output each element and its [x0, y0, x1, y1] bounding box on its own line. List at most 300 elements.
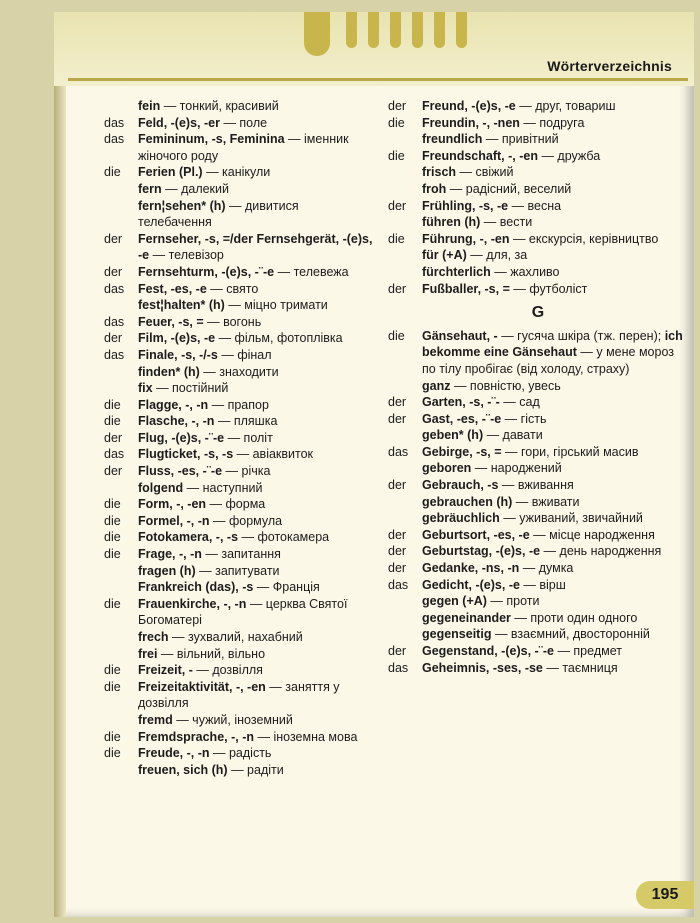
- entry-article: das: [104, 447, 125, 462]
- entry-translation: — вживання: [498, 478, 574, 493]
- entry-translation: — фінал: [217, 347, 272, 362]
- dictionary-entry: [388, 510, 688, 527]
- entry-article: das: [104, 347, 125, 362]
- entry-translation: — друг, товариш: [515, 99, 616, 113]
- entry-text: [138, 712, 374, 729]
- entry-headword: fern¦sehen* (h): [138, 198, 226, 213]
- entry-text: [422, 610, 688, 627]
- left-column: [104, 98, 374, 778]
- entry-translation: — уживаний, звичайний: [499, 511, 643, 526]
- dictionary-entry: [388, 394, 688, 411]
- dictionary-entry: [104, 198, 374, 231]
- entry-article: der: [104, 331, 123, 346]
- entry-translation: — річка: [222, 464, 271, 479]
- entry-translation: — Франція: [253, 580, 320, 595]
- entry-translation: — привітний: [482, 132, 559, 147]
- dictionary-entry: [104, 563, 374, 580]
- entry-translation: — вільний, вільно: [157, 646, 266, 661]
- entry-headword: Femininum, -s, Feminina: [138, 132, 285, 147]
- entry-translation: — думка: [519, 561, 574, 576]
- entry-text: [422, 394, 688, 411]
- entry-translation: — іменник жіночого роду: [138, 132, 349, 163]
- entry-headword: Fest, -es, -e: [138, 281, 207, 296]
- entry-headword: Flugticket, -s, -s: [138, 447, 234, 462]
- dictionary-entry: [388, 543, 688, 560]
- dictionary-entry: [104, 596, 374, 629]
- dictionary-entry: [104, 297, 374, 314]
- dictionary-entry: [388, 660, 688, 677]
- entry-article: die: [104, 746, 121, 761]
- entry-article: der: [104, 264, 123, 279]
- dictionary-entry: [104, 98, 374, 115]
- entry-headword: Ferien (Pl.): [138, 165, 203, 180]
- entry-translation: — гусяча шкіра (тж. перен);: [497, 328, 665, 343]
- entry-article: das: [104, 115, 125, 130]
- dictionary-entry: [388, 247, 688, 264]
- entry-translation: — гори, гірський масив: [501, 444, 639, 459]
- entry-translation: — вживати: [512, 494, 580, 509]
- entry-text: [138, 297, 374, 314]
- entry-translation: — народжений: [471, 461, 562, 476]
- dictionary-entry: [388, 610, 688, 627]
- entry-article: das: [104, 314, 125, 329]
- entry-translation: — радість: [209, 746, 272, 761]
- header-bar: [54, 12, 694, 86]
- entry-headword: Flasche, -, -n: [138, 414, 215, 429]
- entry-translation: — вести: [480, 215, 533, 230]
- entry-article: die: [104, 547, 121, 562]
- dictionary-entry: [388, 643, 688, 660]
- entry-text: [138, 546, 374, 563]
- entry-text: [138, 181, 374, 198]
- entry-headword: Finale, -s, -/-s: [138, 347, 218, 362]
- entry-text: [138, 131, 374, 164]
- entry-text: [422, 660, 688, 677]
- entry-headword: Geheimnis, -ses, -se: [422, 660, 543, 675]
- entry-text: [422, 328, 688, 378]
- entry-translation: — екскурсія, керівництво: [509, 231, 659, 246]
- entry-text: [422, 378, 688, 395]
- dictionary-entry: [388, 494, 688, 511]
- entry-article: der: [104, 430, 123, 445]
- entry-translation: — дружба: [537, 148, 601, 163]
- entry-translation: — жахливо: [490, 264, 560, 279]
- entry-headword: Freundin, -, -nen: [422, 115, 520, 130]
- dictionary-entry: [104, 115, 374, 132]
- entry-translation: — форма: [206, 497, 266, 512]
- entry-headword: froh: [422, 181, 447, 196]
- dictionary-entry: [388, 378, 688, 395]
- dictionary-entry: [388, 560, 688, 577]
- entry-translation: — церква Святої Богоматері: [138, 596, 348, 628]
- dictionary-entry: [104, 231, 374, 264]
- entry-headword: freuen, sich (h): [138, 762, 228, 777]
- dictionary-entry: [104, 712, 374, 729]
- entry-headword: frei: [138, 646, 158, 661]
- entry-translation: — прапор: [208, 397, 269, 412]
- entry-headword: Feld, -(e)s, -er: [138, 115, 220, 130]
- dictionary-entry: [104, 496, 374, 513]
- entry-translation: — постійний: [152, 381, 229, 396]
- dictionary-entry: [104, 463, 374, 480]
- entry-headword: Flagge, -, -n: [138, 397, 209, 412]
- entry-translation: — проти один одного: [510, 610, 638, 625]
- entry-translation: — поле: [219, 115, 268, 130]
- dictionary-entry: [104, 264, 374, 281]
- dictionary-entry: [104, 397, 374, 414]
- dictionary-entry: [388, 214, 688, 231]
- entry-text: [138, 314, 374, 331]
- entry-article: die: [104, 663, 121, 678]
- page-spine: [54, 12, 66, 917]
- entry-article: der: [388, 527, 407, 542]
- entry-headword: Film, -(e)s, -e: [138, 331, 216, 346]
- entry-translation: — міцно тримати: [224, 298, 328, 313]
- entry-headword: gebräuchlich: [422, 511, 500, 526]
- entry-headword: Fotokamera, -, -s: [138, 530, 239, 545]
- entry-translation: — давати: [483, 428, 543, 443]
- dictionary-entry: [104, 729, 374, 746]
- entry-headword: freundlich: [422, 132, 483, 147]
- entry-translation: — день народження: [540, 544, 662, 559]
- entry-headword: Gebrauch, -s: [422, 478, 499, 493]
- entry-text: [422, 427, 688, 444]
- dictionary-entry: [104, 679, 374, 712]
- entry-text: [138, 579, 374, 596]
- section-letter: G: [531, 304, 545, 322]
- entry-article: die: [104, 513, 121, 528]
- entry-headword: Gebirge, -s, =: [422, 444, 502, 459]
- dictionary-entry: [104, 546, 374, 563]
- page-title: Wörterverzeichnis: [547, 58, 672, 74]
- entry-headword: fern: [138, 181, 162, 196]
- entry-text: [138, 529, 374, 546]
- entry-headword: Freundschaft, -, -en: [422, 148, 538, 163]
- entry-text: [138, 198, 374, 231]
- dictionary-entry: [104, 662, 374, 679]
- entry-translation: — весна: [508, 198, 562, 213]
- dictionary-entry: [104, 529, 374, 546]
- entry-article: das: [388, 577, 409, 592]
- entry-translation: — наступний: [183, 480, 263, 495]
- entry-text: [422, 494, 688, 511]
- entry-article: die: [388, 231, 405, 246]
- entry-headword: für (+A): [422, 248, 467, 263]
- dictionary-entry: [104, 347, 374, 364]
- entry-text: [422, 444, 688, 461]
- dictionary-entry: [388, 264, 688, 281]
- entry-text: [422, 164, 688, 181]
- entry-translation: — сад: [499, 395, 540, 410]
- entry-article: der: [104, 231, 123, 246]
- entry-text: [422, 148, 688, 165]
- entry-text: [138, 729, 374, 746]
- entry-translation: — радісний, веселий: [446, 181, 572, 196]
- decorative-tab: [304, 12, 330, 56]
- entry-text: [138, 413, 374, 430]
- dictionary-entry: [104, 446, 374, 463]
- entry-text: [422, 593, 688, 610]
- entry-translation: — таємниця: [542, 660, 618, 675]
- right-column-f-entries: [388, 98, 688, 297]
- entry-translation: — дивитися телебачення: [138, 198, 299, 230]
- entry-text: [422, 626, 688, 643]
- dictionary-entry: [104, 131, 374, 164]
- entry-translation: — пляшка: [214, 414, 278, 429]
- right-column-g-entries: [388, 328, 688, 676]
- entry-article: das: [388, 660, 409, 675]
- entry-article: das: [388, 444, 409, 459]
- entry-headword: gebrauchen (h): [422, 494, 513, 509]
- entry-article: der: [388, 478, 407, 493]
- entry-translation: — свято: [206, 281, 259, 296]
- dictionary-entry: [388, 593, 688, 610]
- entry-text: [138, 513, 374, 530]
- entry-headword: Flug, -(e)s, -¨-e: [138, 430, 225, 445]
- entry-text: [138, 380, 374, 397]
- entry-article: der: [388, 644, 407, 658]
- decorative-tab: [456, 12, 467, 48]
- entry-article: die: [104, 414, 121, 429]
- entry-text: [138, 463, 374, 480]
- entry-article: der: [388, 395, 407, 410]
- dictionary-entry: [388, 626, 688, 643]
- entry-text: [422, 643, 688, 660]
- dictionary-entry: [388, 198, 688, 215]
- decorative-tab: [390, 12, 401, 48]
- entry-text: [422, 214, 688, 231]
- entry-headword: Freizeitaktivität, -, -en: [138, 679, 266, 694]
- decorative-tab: [368, 12, 379, 48]
- entry-translation: — фотокамера: [238, 530, 330, 545]
- dictionary-entry: [104, 513, 374, 530]
- entry-headword: Gedicht, -(e)s, -e: [422, 577, 520, 592]
- decorative-tab: [434, 12, 445, 48]
- entry-text: [138, 596, 374, 629]
- entry-translation: — свіжий: [456, 165, 514, 180]
- dictionary-entry: [104, 364, 374, 381]
- entry-text: [138, 679, 374, 712]
- entry-headword: Gedanke, -ns, -n: [422, 561, 520, 576]
- entry-text: [138, 496, 374, 513]
- entry-text: [138, 330, 374, 347]
- entry-text: [422, 98, 688, 115]
- entry-translation: — запитувати: [195, 563, 280, 578]
- entry-text: [422, 543, 688, 560]
- entry-headword: fürchterlich: [422, 264, 491, 279]
- entry-headword: Fluss, -es, -¨-e: [138, 464, 223, 479]
- entry-text: [138, 762, 374, 779]
- entry-text: [138, 629, 374, 646]
- entry-headword: Freizeit, -: [138, 663, 193, 678]
- entry-text: [138, 745, 374, 762]
- decorative-tab: [346, 12, 357, 48]
- dictionary-entry: [104, 413, 374, 430]
- entry-translation: — дозвілля: [192, 663, 263, 678]
- dictionary-entry: [104, 430, 374, 447]
- entry-translation: — проти: [486, 594, 540, 609]
- entry-headword: Garten, -s, -¨-: [422, 395, 500, 410]
- entry-text: [138, 430, 374, 447]
- entry-translation: — телевежа: [274, 264, 349, 279]
- entry-headword: geboren: [422, 461, 472, 476]
- decorative-tab: [412, 12, 423, 48]
- entry-headword: frisch: [422, 165, 457, 180]
- entry-headword: Formel, -, -n: [138, 513, 210, 528]
- entry-headword: fein: [138, 99, 161, 113]
- entry-headword: fest¦halten* (h): [138, 298, 225, 313]
- entry-headword: frech: [138, 630, 169, 644]
- entry-headword: Geburtstag, -(e)s, -e: [422, 544, 541, 559]
- entry-text: [138, 231, 374, 264]
- entry-text: [138, 364, 374, 381]
- entry-headword: finden* (h): [138, 364, 200, 379]
- dictionary-entry: [388, 131, 688, 148]
- entry-translation: — взаємний, двосторонній: [491, 627, 650, 642]
- entry-translation: — повністю, увесь: [450, 378, 561, 393]
- entry-headword: Feuer, -s, =: [138, 314, 204, 329]
- dictionary-entry: [388, 444, 688, 461]
- entry-translation: — гість: [501, 411, 547, 426]
- entry-text: [422, 181, 688, 198]
- entry-headword: geben* (h): [422, 428, 484, 443]
- entry-text: [422, 264, 688, 281]
- entry-article: der: [388, 411, 407, 426]
- entry-text: [138, 480, 374, 497]
- dictionary-entry: [388, 411, 688, 428]
- dictionary-entry: [388, 460, 688, 477]
- entry-article: der: [388, 561, 407, 576]
- entry-article: die: [104, 530, 121, 545]
- entry-phrase: ich bekomme eine Gänsehaut: [422, 328, 683, 360]
- header-divider: [68, 78, 688, 81]
- dictionary-entry: [104, 762, 374, 779]
- entry-translation: — заняття у дозвілля: [138, 679, 340, 711]
- entry-headword: Gegenstand, -(e)s, -¨-e: [422, 644, 554, 658]
- entry-headword: fix: [138, 381, 153, 396]
- entry-article: die: [104, 679, 121, 694]
- entry-headword: gegeneinander: [422, 610, 511, 625]
- entry-headword: ganz: [422, 378, 451, 393]
- entry-text: [422, 510, 688, 527]
- entry-text: [138, 646, 374, 663]
- entry-headword: fremd: [138, 712, 173, 727]
- entry-text: [138, 563, 374, 580]
- entry-text: [138, 446, 374, 463]
- dictionary-entry: [104, 380, 374, 397]
- entry-translation: — для, за: [466, 248, 528, 263]
- dictionary-entry: [388, 164, 688, 181]
- entry-text: [422, 247, 688, 264]
- entry-headword: Fernseher, -s, =/der Fernsehgerät, -(e)s, -e: [138, 231, 373, 263]
- entry-translation: — канікули: [202, 165, 271, 180]
- entry-headword: gegen (+A): [422, 594, 487, 609]
- entry-headword: Fernsehturm, -(e)s, -¨-e: [138, 264, 275, 279]
- entry-headword: gegenseitig: [422, 627, 492, 642]
- entry-translation: — знаходити: [199, 364, 279, 379]
- entry-translation: — радіти: [227, 762, 284, 777]
- entry-translation: — зухвалий, нахабний: [168, 630, 303, 644]
- entry-translation: — чужий, іноземний: [172, 712, 293, 727]
- entry-text: [422, 198, 688, 215]
- dictionary-entry: [388, 181, 688, 198]
- entry-text: [138, 115, 374, 132]
- entry-headword: Gänsehaut, -: [422, 328, 498, 343]
- entry-headword: Fußballer, -s, =: [422, 281, 510, 296]
- dictionary-entry: [104, 314, 374, 331]
- dictionary-entry: [104, 629, 374, 646]
- entry-article: die: [104, 397, 121, 412]
- entry-article: der: [388, 99, 407, 113]
- entry-translation: — вірш: [519, 577, 566, 592]
- entry-text: [138, 98, 374, 115]
- entry-text: [422, 131, 688, 148]
- entry-text: [138, 281, 374, 298]
- entry-translation: — подруга: [519, 115, 585, 130]
- entry-text: [422, 477, 688, 494]
- dictionary-entry: [104, 480, 374, 497]
- dictionary-entry: [104, 745, 374, 762]
- dictionary-entry: [104, 281, 374, 298]
- entry-text: [138, 397, 374, 414]
- entry-text: [138, 347, 374, 364]
- entry-headword: führen (h): [422, 215, 481, 230]
- entry-article: der: [104, 464, 123, 479]
- dictionary-page: [54, 12, 694, 917]
- dictionary-entry: [104, 164, 374, 181]
- page-number: 195: [636, 881, 694, 909]
- entry-translation: — далекий: [161, 181, 229, 196]
- entry-article: der: [388, 198, 407, 213]
- entry-translation: — політ: [224, 430, 273, 445]
- entry-translation: — фільм, фотоплівка: [215, 331, 343, 346]
- entry-translation: — тонкий, красивий: [160, 99, 279, 113]
- entry-article: das: [104, 132, 125, 147]
- dictionary-entry: [104, 579, 374, 596]
- entry-headword: Freude, -, -n: [138, 746, 210, 761]
- entry-phrase-translation: — у мене мороз по тілу пробігає (від холоду, страху): [422, 345, 675, 376]
- entry-text: [422, 231, 688, 248]
- entry-article: der: [388, 281, 407, 296]
- entry-article: der: [388, 544, 407, 559]
- right-column: [388, 98, 688, 676]
- entry-article: das: [104, 281, 125, 296]
- entry-headword: Frauenkirche, -, -n: [138, 596, 247, 611]
- dictionary-entry: [388, 115, 688, 132]
- entry-text: [422, 577, 688, 594]
- entry-headword: Form, -, -en: [138, 497, 207, 512]
- dictionary-entry: [104, 646, 374, 663]
- entry-text: [138, 164, 374, 181]
- entry-headword: Gast, -es, -¨-e: [422, 411, 502, 426]
- dictionary-entry: [104, 181, 374, 198]
- entry-text: [422, 460, 688, 477]
- entry-translation: — вогонь: [203, 314, 262, 329]
- entry-article: die: [388, 148, 405, 163]
- entry-headword: Frage, -, -n: [138, 547, 202, 562]
- entry-headword: fragen (h): [138, 563, 196, 578]
- dictionary-entry: [104, 330, 374, 347]
- entry-article: die: [104, 729, 121, 744]
- entry-translation: — предмет: [553, 644, 622, 658]
- entry-article: die: [104, 596, 121, 611]
- entry-text: [422, 560, 688, 577]
- entry-text: [138, 264, 374, 281]
- entry-article: die: [388, 328, 405, 343]
- entry-text: [422, 411, 688, 428]
- entry-text: [422, 281, 688, 298]
- entry-text: [422, 527, 688, 544]
